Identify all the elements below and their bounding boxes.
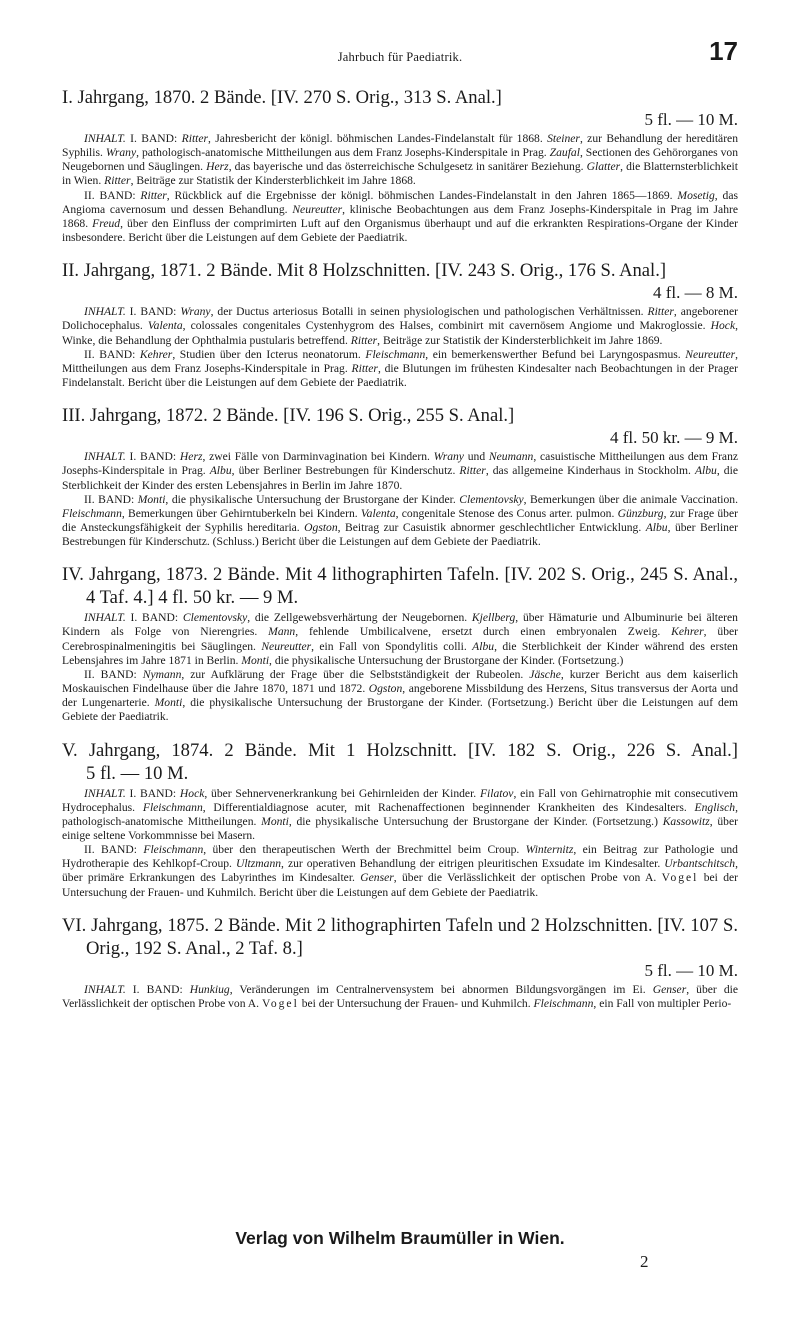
entries-list: [62, 86, 738, 1011]
author-name: Steiner: [547, 132, 580, 145]
author-name: Ritter: [459, 464, 486, 478]
contents-label: INHALT.: [84, 305, 126, 319]
contents-text: , klinische Beobachtungen aus dem Franz Josephs-Kinderspitale in Prag im Jahre 1868.: [62, 202, 738, 230]
author-name: Ultzmann: [235, 857, 282, 871]
author-name: Ritter: [647, 305, 674, 319]
contents-text: , zwei Fälle von Darminvagination bei Kindern.: [202, 450, 434, 464]
contents-text: , colossales congenitales Cystenhygrom des Halses, combinirt mit cavernösem Angiome und Makroglossie.: [182, 319, 711, 333]
author-name: Neureutter: [292, 202, 343, 216]
band-contents: [62, 132, 738, 189]
volume-price: 5 fl. — 10 M.: [644, 960, 738, 980]
author-name: Ogston: [368, 682, 403, 696]
contents-text: , ein bemerkenswerther Befund bei Laryngospasmus.: [425, 347, 686, 361]
page-number: 17: [709, 36, 738, 66]
contents-label: INHALT.: [84, 132, 126, 145]
contents-label: INHALT.: [84, 982, 126, 996]
band-contents: [62, 668, 738, 725]
band-contents: [62, 450, 738, 492]
volume-entry: [62, 563, 738, 724]
person-name: Vogel: [661, 871, 699, 885]
contents-text: , über Hämaturie und Albuminurie bei älteren Kindern als Folge von Nierengries.: [62, 611, 738, 639]
contents-text: II. BAND:: [84, 347, 140, 361]
contents-text: , fehlende Umbilicalvene, ersetzt durch einen embryonalen Zweig.: [295, 625, 672, 639]
author-name: Winternitz: [525, 843, 574, 857]
contents-text: , über Berliner Bestrebungen für Kinderschutz. (Schluss.) Bericht über die Leistungen auf dem Gebiete der Paediatrik.: [62, 520, 738, 549]
volume-entry: [62, 404, 738, 549]
contents-text: , über einige seltene Vorkommnisse bei Masern.: [62, 814, 738, 842]
author-name: Ritter: [350, 333, 378, 347]
author-name: Neureutter: [261, 639, 312, 653]
contents-text: , die Sterblichkeit der Kinder während des ersten Lebensjahres im Jahre 1871 in Berlin.: [62, 639, 738, 667]
volume-price: 4 fl. 50 kr. — 9 M.: [158, 587, 299, 609]
page-header: [62, 38, 738, 68]
author-name: Clementovsky: [459, 492, 524, 506]
band-contents: [62, 305, 738, 347]
author-name: Albu: [209, 464, 232, 478]
author-name: Fleischmann: [365, 347, 426, 361]
contents-text: , Beitrag zur Casuistik abnormer geschlechtlicher Entwicklung.: [337, 520, 646, 534]
author-name: Ritter: [104, 174, 131, 188]
volume-contents: [62, 450, 738, 549]
person-name: Vogel: [261, 996, 299, 1010]
contents-text: , congenitale Stenose des Conus arter. pulmon.: [395, 506, 618, 520]
contents-text: , über die Verlässlichkeit der optischen Probe von A.: [62, 982, 738, 1010]
volume-heading: [62, 739, 738, 785]
contents-text: , die physikalische Untersuchung der Brustorgane der Kinder. (Fortsetzung.): [269, 653, 624, 667]
contents-text: und: [463, 450, 489, 464]
author-name: Ritter: [140, 188, 167, 202]
volume-heading: [62, 914, 738, 960]
volume-price: 5 fl. — 10 M.: [86, 762, 189, 784]
contents-text: , über die Verlässlichkeit der optischen Probe von A.: [393, 871, 662, 885]
author-name: Monti: [154, 696, 183, 710]
contents-text: , ein Fall von Gehirnatrophie mit consecutivem Hydrocephalus.: [62, 786, 738, 814]
author-name: Ritter: [351, 361, 378, 375]
running-title: Jahrbuch für Paediatrik.: [337, 50, 463, 64]
author-name: Hunkiug: [189, 982, 230, 996]
author-name: Jäsche: [529, 667, 561, 681]
author-name: Clementovsky: [182, 611, 248, 625]
contents-text: , zur Aufklärung der Frage über die Selbstständigkeit der Rubeolen.: [181, 667, 530, 681]
contents-text: , kurzer Bericht aus dem kaiserlich Moskauischen Findelhause über die Jahre 1870, 1871 und 1872.: [62, 667, 739, 696]
contents-text: , die physikalische Untersuchung der Brustorgane der Kinder. (Fortsetzung.): [288, 814, 663, 828]
volume-heading: [62, 563, 738, 609]
contents-text: , das bayerische und das österreichische Schulgesetz in sanitärer Beziehung.: [228, 160, 587, 174]
volume-heading-text: II. Jahrgang, 1871. 2 Bände. Mit 8 Holzschnitten. [IV. 243 S. Orig., 176 S. Anal.]: [62, 260, 667, 282]
contents-text: , pathologisch-anatomische Mittheilungen aus dem Franz Josephs-Kinderspitale in Prag.: [136, 146, 550, 160]
author-name: Fleischmann: [143, 843, 204, 857]
volume-entry: [62, 259, 738, 390]
contents-text: , der Ductus arteriosus Botalli in seinen physiologischen und pathologischen Verhältnissen.: [210, 305, 648, 319]
volume-price: 4 fl. 50 kr. — 9 M.: [610, 428, 738, 448]
contents-text: , Differentialdiagnose acuter, mit Rachenaffectionen beginnender Krankheiten des Kindesalters.: [202, 800, 695, 814]
author-name: Valenta: [360, 506, 396, 520]
contents-text: II. BAND:: [84, 492, 138, 506]
contents-text: , das allgemeine Kinderhaus in Stockholm.: [485, 464, 695, 478]
volume-contents: [62, 787, 738, 900]
contents-text: , zur Behandlung der hereditären Syphilis.: [62, 132, 739, 160]
author-name: Neureutter: [685, 347, 736, 361]
author-name: Monti: [261, 814, 289, 828]
contents-text: II. BAND:: [84, 667, 143, 681]
volume-heading: [62, 86, 738, 109]
contents-text: II. BAND:: [84, 188, 141, 202]
contents-text: I. BAND:: [125, 450, 180, 464]
author-name: Kassowitz: [662, 814, 710, 828]
author-name: Albu: [472, 639, 495, 653]
contents-text: bei der Untersuchung der Frauen- und Kuhmilch. Bericht über die Leistungen auf dem Gebiete der Paediatrik.: [62, 871, 738, 899]
contents-text: , Studien über den Icterus neonatorum.: [172, 347, 366, 361]
author-name: Fleischmann: [62, 506, 122, 520]
volume-contents: [62, 132, 738, 245]
author-name: Fleischmann: [142, 800, 203, 814]
author-name: Wrany: [433, 450, 464, 464]
volume-price: 4 fl. — 8 M.: [653, 283, 738, 303]
author-name: Wrany: [105, 146, 137, 160]
volume-entry: [62, 739, 738, 900]
contents-text: , über Berliner Bestrebungen für Kinderschutz.: [231, 464, 460, 478]
contents-text: , über den Einfluss der comprimirten Luft auf den Organismus überhaupt und auf die erkrankten Respirations-Organe der Kinder insbesondere. Bericht über die Leistungen auf dem Gebiete der Paediatrik.: [62, 216, 738, 245]
volume-heading-text: I. Jahrgang, 1870. 2 Bände. [IV. 270 S. Orig., 313 S. Anal.]: [62, 87, 502, 108]
author-name: Genser: [652, 982, 687, 996]
volume-heading-text: IV. Jahrgang, 1873. 2 Bände. Mit 4 lithographirten Tafeln. [IV. 202 S. Orig., 245 S. Anal., 4 Taf. 4.]: [62, 564, 738, 609]
author-name: Urbantschitsch: [664, 857, 736, 871]
contents-text: , Beiträge zur Statistik der Kindersterblichkeit im Jahre 1868.: [130, 174, 416, 188]
author-name: Englisch: [694, 800, 736, 814]
author-name: Herz: [179, 450, 203, 464]
author-name: Glatter: [586, 160, 621, 174]
author-name: Genser: [360, 871, 394, 885]
contents-text: , ein Beitrag zur Pathologie und Hydrotherapie des Kehlkopf-Croup.: [62, 843, 738, 871]
contents-text: , Winke, die Behandlung der Ophthalmia pustularis betreffend.: [62, 319, 738, 347]
author-name: Fleischmann: [533, 996, 594, 1010]
author-name: Hock: [710, 319, 736, 333]
publisher-footer: Verlag von Wilhelm Braumüller in Wien.: [235, 1228, 565, 1248]
author-name: Albu: [645, 520, 668, 534]
author-name: Monti: [241, 653, 270, 667]
contents-text: , Beiträge zur Statistik der Kindersterblichkeit im Jahre 1869.: [377, 333, 663, 347]
contents-label: INHALT.: [84, 786, 126, 800]
contents-text: , Mittheilungen aus dem Franz Josephs-Kinderspitale in Prag.: [62, 347, 739, 375]
author-name: Mann: [268, 625, 296, 639]
contents-text: bei der Untersuchung der Frauen- und Kuhmilch.: [298, 996, 534, 1010]
band-contents: [62, 493, 738, 550]
volume-entry: [62, 86, 738, 245]
author-name: Herz: [206, 160, 229, 174]
author-name: Neumann: [488, 450, 534, 464]
signature-mark: 2: [640, 1252, 649, 1271]
contents-text: , die physikalische Untersuchung der Brustorgane der Kinder.: [165, 492, 460, 506]
contents-text: , angeborene Missbildung des Herzens, Situs transversus der Aorta und der Lungenarterie.: [62, 682, 738, 710]
author-name: Mosetig: [677, 188, 715, 202]
contents-text: , Sectionen des Gehörorganes von Neugebornen und Säuglingen.: [62, 146, 738, 174]
author-name: Wrany: [180, 305, 211, 319]
author-name: Nymann: [142, 667, 182, 681]
contents-text: I. BAND:: [125, 786, 180, 800]
contents-text: , Jahresbericht der königl. böhmischen Landes-Findelanstalt für 1868.: [208, 132, 548, 145]
author-name: Valenta: [147, 319, 183, 333]
contents-label: INHALT.: [84, 611, 126, 625]
contents-text: , die Blatternsterblichkeit in Wien.: [62, 160, 738, 188]
contents-text: II. BAND:: [84, 843, 144, 857]
volume-heading-text: V. Jahrgang, 1874. 2 Bände. Mit 1 Holzschnitt. [IV. 182 S. Orig., 226 S. Anal.]: [62, 739, 738, 761]
contents-text: , ein Fall von Spondylitis colli.: [311, 639, 473, 653]
band-contents: [62, 843, 738, 900]
volume-heading-text: III. Jahrgang, 1872. 2 Bände. [IV. 196 S. Orig., 255 S. Anal.]: [62, 405, 515, 427]
author-name: Kehrer: [139, 347, 173, 361]
author-name: Ogston: [304, 520, 338, 534]
author-name: Filatov: [479, 786, 514, 800]
contents-label: INHALT.: [84, 450, 126, 464]
contents-text: , ein Fall von multipler Perio-: [593, 996, 732, 1010]
contents-text: , zur Frage über die Ansteckungsfähigkeit der Syphilis hereditaria.: [62, 506, 738, 534]
contents-text: , die Blutungen im frühesten Kindesalter nach Beobachtungen in der Prager Findelanstalt. Bericht über die Leistungen auf dem Gebiete der Paediatrik.: [62, 361, 739, 390]
contents-text: , über den therapeutischen Werth der Brechmittel beim Croup.: [203, 843, 526, 857]
contents-text: I. BAND:: [125, 611, 183, 625]
author-name: Kjellberg: [471, 611, 516, 625]
contents-text: I. BAND:: [125, 305, 181, 319]
volume-heading: [62, 259, 738, 282]
band-contents: [62, 348, 738, 390]
author-name: Hock: [179, 786, 205, 800]
author-name: Albu: [694, 464, 717, 478]
contents-text: , über primäre Erkrankungen des Labyrinthes im Kindesalter.: [62, 857, 739, 885]
volume-price: 5 fl. — 10 M.: [644, 110, 738, 129]
contents-text: , pathologisch-anatomische Mittheilungen.: [62, 800, 738, 828]
contents-text: I. BAND:: [125, 132, 182, 145]
contents-text: , über Sehnervenerkrankung bei Gehirnleiden der Kinder.: [204, 786, 480, 800]
band-contents: [62, 787, 738, 844]
contents-text: , zur operativen Behandlung der eitrigen pleuritischen Exsudate im Kindesalter.: [281, 857, 665, 871]
volume-heading: [62, 404, 738, 427]
band-contents: [62, 189, 738, 246]
contents-text: , Veränderungen im Centralnervensystem bei abnormen Bildungsvorgängen im Ei.: [229, 982, 653, 996]
contents-text: I. BAND:: [125, 982, 190, 996]
contents-text: , angeborener Dolichocephalus.: [62, 305, 738, 333]
volume-heading-text: VI. Jahrgang, 1875. 2 Bände. Mit 2 lithographirten Tafeln und 2 Holzschnitten. [IV. 107 S. Orig., 192 S. Anal., 2 Taf. 8.]: [62, 914, 738, 959]
band-contents: [62, 611, 738, 668]
volume-contents: [62, 305, 738, 390]
volume-entry: [62, 914, 738, 1011]
author-name: Freud: [92, 216, 121, 230]
band-contents: [62, 983, 738, 1011]
contents-text: , Rückblick auf die Ergebnisse der königl. böhmischen Landes-Findelanstalt in den Jahren 1865—1869.: [166, 188, 678, 202]
author-name: Zaufal: [549, 146, 580, 160]
contents-text: , die Zellgewebsverhärtung der Neugebornen.: [247, 611, 472, 625]
contents-text: , die physikalische Untersuchung der Brustorgane der Kinder. (Fortsetzung.) Bericht über die Leistungen auf dem Gebiete der Paediatrik.: [62, 696, 738, 724]
contents-text: , die Sterblichkeit der Kinder des ersten Lebensjahres in Berlin im Jahre 1870.: [62, 464, 738, 492]
contents-text: , Bemerkungen über die animale Vaccination.: [523, 492, 738, 506]
author-name: Günzburg: [617, 506, 664, 520]
volume-contents: [62, 611, 738, 724]
author-name: Monti: [137, 492, 166, 506]
author-name: Ritter: [181, 132, 209, 145]
contents-text: , über Cerebrospinalmeningitis bei Säuglingen.: [62, 625, 738, 653]
author-name: Kehrer: [671, 625, 704, 639]
contents-text: , casuistische Mittheilungen aus dem Franz Josephs-Kinderspitale in Prag.: [62, 450, 739, 478]
contents-text: , Bemerkungen über Gehirntuberkeln bei Kindern.: [121, 506, 361, 520]
contents-text: , das Angioma cavernosum und dessen Behandlung.: [62, 188, 738, 216]
volume-contents: [62, 983, 738, 1011]
